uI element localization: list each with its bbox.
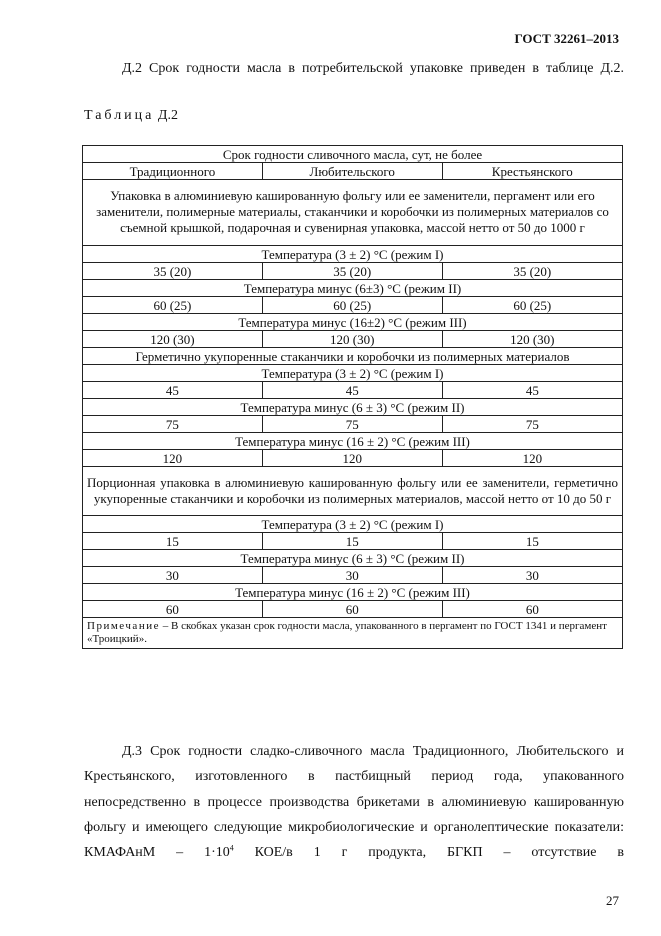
page-number: 27 [606,893,619,908]
note-text: – В скобках указан срок годности масла, упакованного в пергамент по ГОСТ 1341 и пергамент «Троицкий». [87,620,607,645]
shelf-life-value: 45 [262,382,442,399]
shelf-life-value: 60 [442,601,622,618]
table-header-row [83,163,623,180]
shelf-life-value: 75 [262,416,442,433]
shelf-life-value: 30 [262,567,442,584]
shelf-life-value: 120 [83,450,263,467]
condition-row [83,365,623,382]
shelf-life-value: 30 [83,567,263,584]
shelf-life-value: 120 [262,450,442,467]
shelf-life-value: 35 (20) [442,263,622,280]
shelf-life-value: 15 [442,533,622,550]
paragraph-d3-tail: КОЕ/в 1 г продукта, БГКП – отсутствие в [233,845,624,861]
condition-row [83,399,623,416]
storage-condition: Температура (3 ± 2) °С (режим I) [83,246,623,263]
shelf-life-value: 15 [262,533,442,550]
table-caption [84,108,178,124]
storage-condition: Температура (3 ± 2) °С (режим I) [83,516,623,533]
shelf-life-value: 75 [83,416,263,433]
table-caption-label: Таблица [84,108,155,123]
shelf-life-value: 60 [262,601,442,618]
condition-row [83,584,623,601]
condition-row [83,516,623,533]
section-heading-row [83,180,623,246]
shelf-life-value: 120 (30) [83,331,263,348]
storage-condition: Температура минус (6 ± 3) °С (режим II) [83,399,623,416]
shelf-life-value: 75 [442,416,622,433]
shelf-life-value: 45 [442,382,622,399]
value-row [83,331,623,348]
shelf-life-value: 30 [442,567,622,584]
condition-row [83,550,623,567]
storage-condition: Температура минус (16 ± 2) °С (режим III) [83,584,623,601]
shelf-life-value: 60 (25) [442,297,622,314]
section-heading: Упаковка в алюминиевую кашированную фольгу или ее заменители, пергамент или его заменители, полимерные материалы, стаканчики и коробочки из полимерных материалов со съемной крышкой, подарочная и сувенирная упаковка, массой нетто от 50 до 1000 г [83,180,623,246]
table-note [83,618,623,649]
shelf-life-value: 15 [83,533,263,550]
storage-condition: Температура минус (6 ± 3) °С (режим II) [83,550,623,567]
value-row [83,533,623,550]
value-row [83,450,623,467]
shelf-life-table-body [83,146,623,649]
table-title-row [83,146,623,163]
paragraph-d3-exponent: 4 [229,843,234,853]
column-header-peasant: Крестьянского [442,163,622,180]
section-heading-row [83,467,623,516]
shelf-life-value: 35 (20) [262,263,442,280]
shelf-life-table [82,145,623,649]
storage-condition: Температура минус (6±3) °С (режим II) [83,280,623,297]
value-row [83,567,623,584]
paragraph-d3-text: Д.3 Срок годности сладко-сливочного масла Традиционного, Любительского и Крестьянского, изготовленного в пастбищный период года, упакованного непосредственно в процессе производства брикетами в алюминиевую кашированную фольгу и имеющего следующие микробиологические и органолептические показатели: КМАФАнМ – 1·10 [84,744,624,861]
value-row [83,263,623,280]
paragraph-d3 [84,739,624,865]
shelf-life-value: 60 (25) [262,297,442,314]
condition-row [83,433,623,450]
section-heading: Герметично укупоренные стаканчики и коробочки из полимерных материалов [83,348,623,365]
shelf-life-value: 120 (30) [262,331,442,348]
shelf-life-value: 120 [442,450,622,467]
storage-condition: Температура минус (16±2) °С (режим III) [83,314,623,331]
note-row [83,618,623,649]
storage-condition: Температура минус (16 ± 2) °С (режим III) [83,433,623,450]
storage-condition: Температура (3 ± 2) °С (режим I) [83,365,623,382]
shelf-life-value: 60 [83,601,263,618]
shelf-life-value: 35 (20) [83,263,263,280]
table-caption-number: Д.2 [157,108,178,123]
shelf-life-value: 60 (25) [83,297,263,314]
value-row [83,382,623,399]
condition-row [83,314,623,331]
table-title: Срок годности сливочного масла, сут, не более [83,146,623,163]
column-header-amateur: Любительского [262,163,442,180]
value-row [83,416,623,433]
section-heading-row [83,348,623,365]
value-row [83,601,623,618]
condition-row [83,246,623,263]
intro-paragraph: Д.2 Срок годности масла в потребительской упаковке приведен в таблице Д.2. [122,61,624,76]
column-header-traditional: Традиционного [83,163,263,180]
section-heading: Порционная упаковка в алюминиевую кашированную фольгу или ее заменители, герметично укупоренные стаканчики и коробочки из полимерных материалов, массой нетто от 10 до 50 г [83,467,623,516]
standard-header: ГОСТ 32261–2013 [514,31,619,46]
condition-row [83,280,623,297]
shelf-life-value: 45 [83,382,263,399]
note-label: Примечание [87,620,160,632]
shelf-life-value: 120 (30) [442,331,622,348]
value-row [83,297,623,314]
